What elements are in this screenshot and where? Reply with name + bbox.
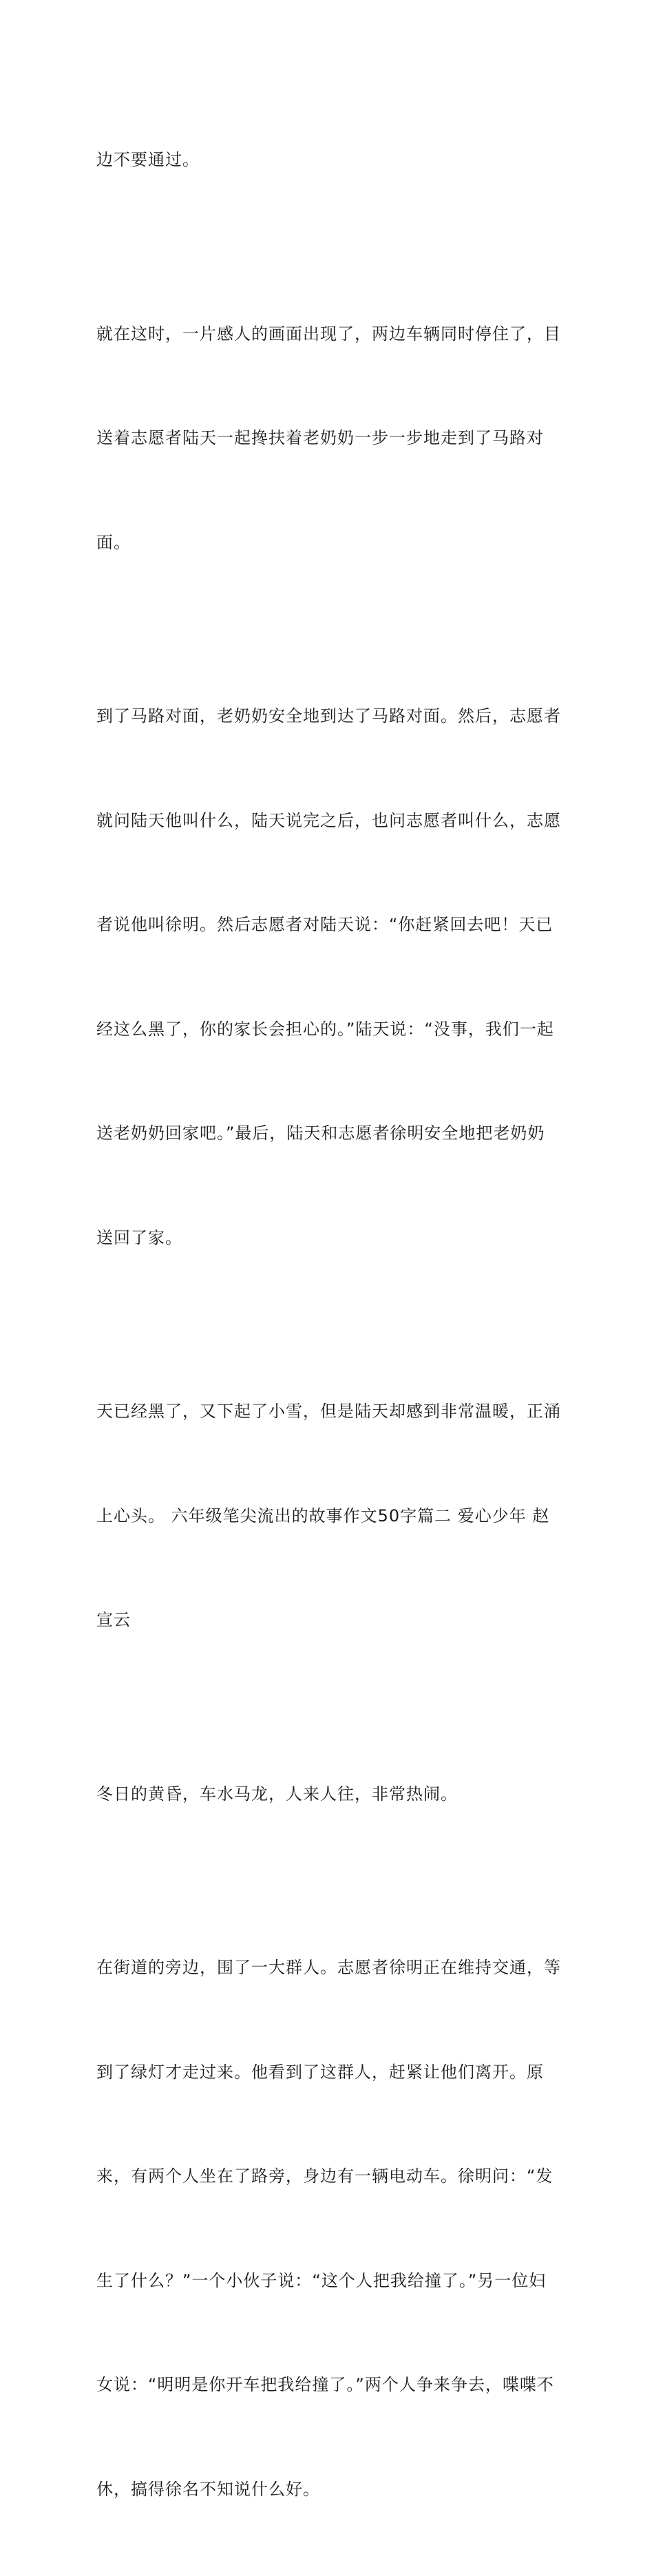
paragraph-3 [96, 629, 565, 1324]
text-line: 送老奶奶回家吧。”最后，陆天和志愿者徐明安全地把老奶奶 [96, 1123, 545, 1143]
text-line: 天已经黑了，又下起了小雪，但是陆天却感到非常温暖，正涌 [96, 1402, 561, 1421]
paragraph-1 [96, 73, 565, 247]
text-line: 面。 [96, 532, 131, 552]
text-line: 宣云 [96, 1610, 131, 1629]
text-line: 就在这时，一片感人的画面出现了，两边车辆同时停住了，目 [96, 324, 561, 344]
text-line: 送回了家。 [96, 1227, 182, 1247]
text-line: 送着志愿者陆天一起搀扶着老奶奶一步一步地走到了马路对 [96, 428, 544, 447]
paragraph-4 [96, 1324, 565, 1707]
text-line: 女说：“明明是你开车把我给撞了。”两个人争来争去，喋喋不 [96, 2375, 554, 2394]
text-line: 冬日的黄昏，车水马龙，人来人往，非常热闹。 [96, 1784, 458, 1804]
paragraph-6 [96, 1881, 565, 2576]
text-line: 休，搞得徐名不知说什么好。 [96, 2479, 320, 2499]
text-line: 来，有两个人坐在了路旁，身边有一辆电动车。徐明问：“发 [96, 2166, 553, 2186]
text-line: 上心头。 六年级笔尖流出的故事作文50字篇二 爱心少年 赵 [96, 1506, 550, 1525]
document-body [96, 73, 565, 2576]
text-line: 生了什么？”一个小伙子说：“这个人把我给撞了。”另一位妇 [96, 2270, 547, 2290]
text-line: 在街道的旁边，围了一大群人。志愿者徐明正在维持交通，等 [96, 1958, 561, 1977]
paragraph-2 [96, 247, 565, 630]
text-line: 者说他叫徐明。然后志愿者对陆天说：“你赶紧回去吧！天已 [96, 915, 553, 934]
text-line: 边不要通过。 [96, 150, 200, 169]
paragraph-5 [96, 1707, 565, 1881]
text-line: 到了马路对面，老奶奶安全地到达了马路对面。然后，志愿者 [96, 706, 561, 726]
text-line: 就问陆天他叫什么，陆天说完之后，也问志愿者叫什么，志愿 [96, 810, 561, 830]
text-line: 到了绿灯才走过来。他看到了这群人，赶紧让他们离开。原 [96, 2062, 544, 2082]
text-line: 经这么黑了，你的家长会担心的。”陆天说：“没事，我们一起 [96, 1019, 554, 1039]
